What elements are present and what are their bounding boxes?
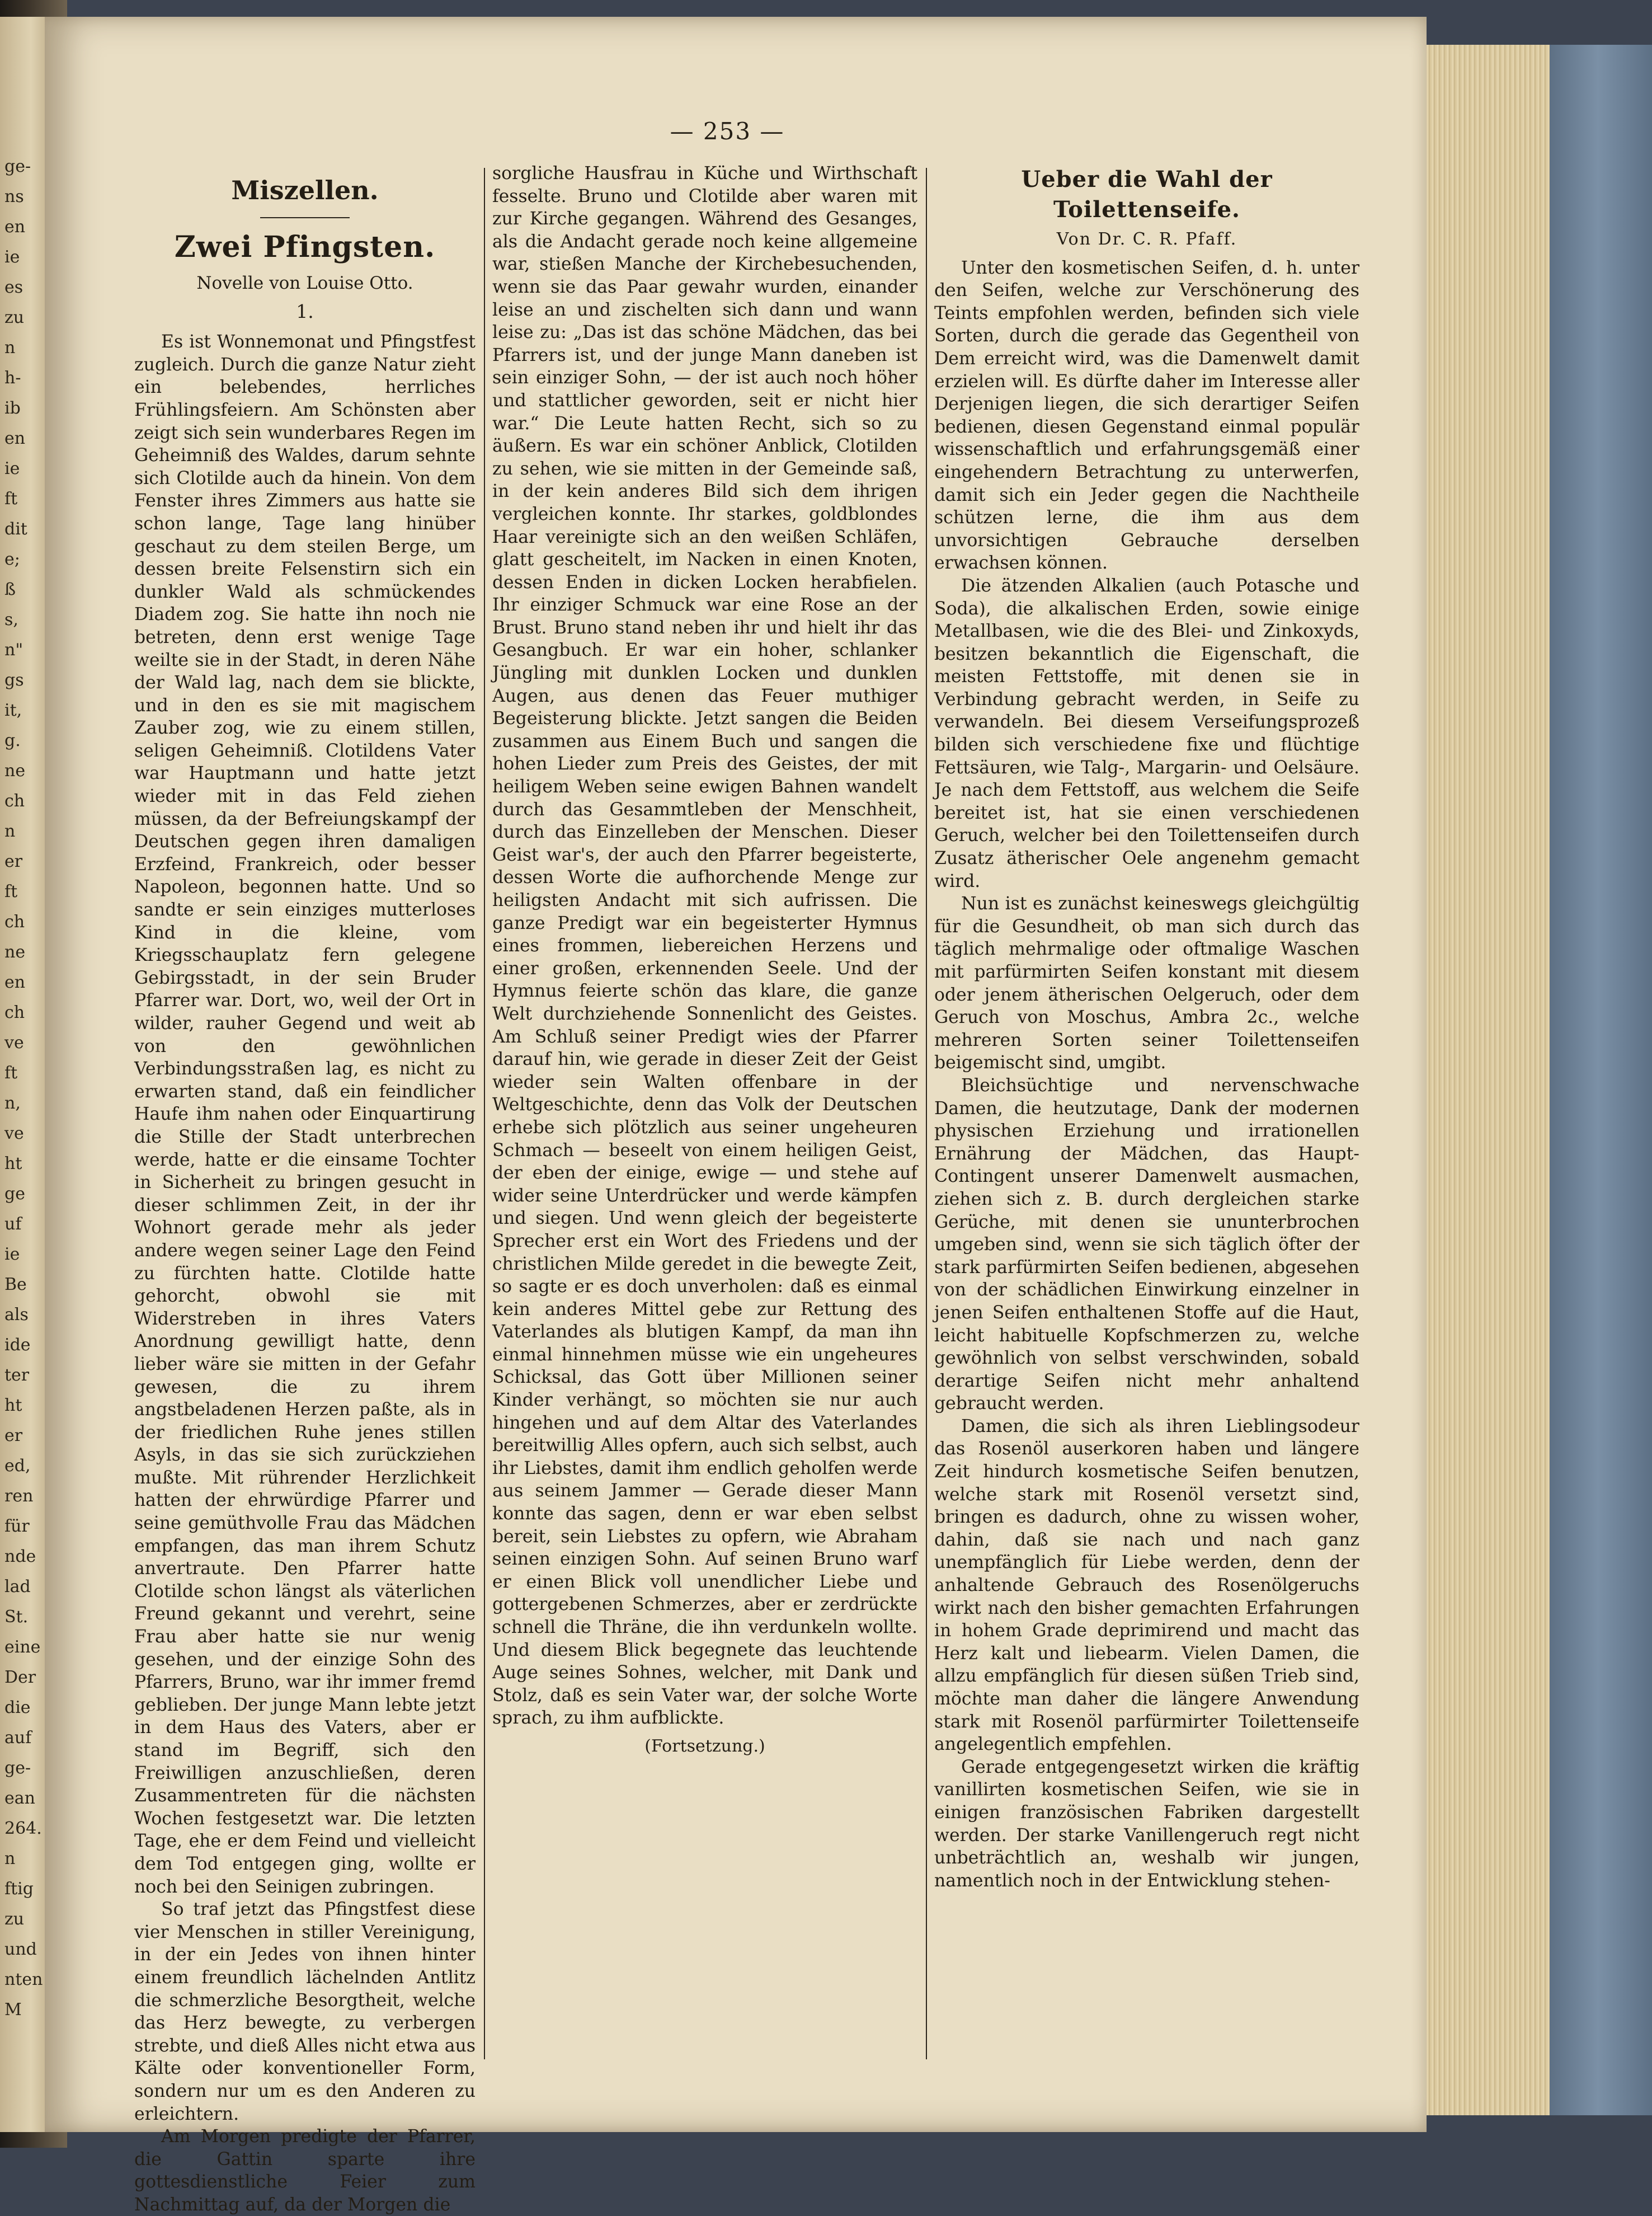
left-page-text-fragment: als: [4, 1305, 29, 1325]
column-divider: [484, 168, 485, 2059]
left-page-text-fragment: Be: [4, 1275, 27, 1294]
left-page-text-fragment: ie: [4, 1245, 20, 1264]
newspaper-page: [45, 17, 1427, 2215]
left-page-text-fragment: ter: [4, 1365, 30, 1385]
left-page-text-fragment: h-: [4, 368, 21, 388]
left-page-text-fragment: ean: [4, 1788, 35, 1808]
left-page-text-fragment: ge: [4, 1184, 25, 1204]
left-page-text-fragment: ch: [4, 912, 25, 932]
left-page-text-fragment: auf: [4, 1728, 32, 1748]
left-page-text-fragment: ide: [4, 1335, 31, 1355]
left-page-text-fragment: ch: [4, 1003, 25, 1022]
left-page-text-fragment: ns: [4, 187, 24, 206]
page-number: — 253 —: [670, 118, 785, 145]
left-page-text-fragment: ge-: [4, 1758, 31, 1778]
left-page-text-fragment: en: [4, 973, 26, 992]
chapter-number: 1.: [296, 300, 314, 322]
left-page-text-fragment: ht: [4, 1396, 22, 1415]
left-page-text-fragment: nten: [4, 1970, 43, 1989]
story-title: Zwei Pfingsten.: [174, 230, 436, 264]
left-page-text-fragment: ht: [4, 1154, 22, 1173]
paragraph: Am Morgen predigte der Pfarrer, die Gattin sparte ihre gottesdienstliche Feier zum Nachmittag auf, da der Morgen die: [134, 2126, 476, 2215]
left-page-text-fragment: ib: [4, 398, 21, 418]
left-page-text-fragment: ft: [4, 882, 18, 902]
left-page-text-fragment: ie: [4, 247, 20, 267]
column-1: [134, 162, 476, 2215]
left-page-text-fragment: zu: [4, 308, 25, 327]
paragraph: Damen, die sich als ihren Lieblingsodeur das Rosenöl auserkoren haben und längere Zeit hindurch kosmetische Seifen benutzen, welche stark mit Rosenöl versetzt sind, bringen es dadurch, ohne zu wissen woher, dahin, daß sie nach und nach ganz unempfänglich für Liebe werden, denn der anhaltende Gebrauch des Rosenölgeruchs wirkt nach den bisher gemachten Erfahrungen in hohem Grade deprimirend und macht das Herz kalt und liebearm. Vielen Damen, die allzu empfänglich für diesen süßen Trieb sind, möchte man daher die längere Anwendung stark mit Rosenöl parfürmirter Toilettenseife angelegentlich empfehlen.: [934, 1416, 1359, 1755]
left-page-text-fragment: dit: [4, 519, 27, 539]
left-page-text-fragment: g.: [4, 731, 21, 750]
heading-rule: [260, 217, 350, 218]
paragraph: Nun ist es zunächst keineswegs gleichgültig für die Gesundheit, ob man sich durch das täglich mehrmalige oder oftmalige Waschen mit parfürmirten Seifen konstant mit diesem oder jenem ätherischen Oelgeruch, oder dem Geruch von Moschus, Ambra 2c., welche mehreren Sorten seiner Toilettenseifen beigemischt sind, umgibt.: [934, 894, 1359, 1073]
page-edges: [1421, 45, 1550, 2115]
left-page-text-fragment: en: [4, 429, 26, 448]
article-author: Von Dr. C. R. Pfaff.: [1056, 229, 1237, 249]
left-page-text-fragment: Der: [4, 1668, 36, 1687]
left-page-text-fragment: nde: [4, 1547, 36, 1566]
paragraph: Es ist Wonnemonat und Pfingstfest zugleich. Durch die ganze Natur zieht ein belebendes, herrliches Frühlingsfeiern. Am Schönsten aber zeigt sich sein wunderbares Regen im Geheimniß des Waldes, darum sehnte sich Clotilde auch da hinein. Von dem Fenster ihres Zimmers aus hatte sie schon lange, Tage lang hinüber geschaut zu dem steilen Berge, um dessen breite Felsenstirn sich ein dunkler Wald als schmückendes Diadem zog. Sie hatte ihn noch nie betreten, denn erst wenige Tage weilte sie in der Stadt, in deren Nähe der Wald lag, nach dem sie blickte, und in den es sie mit magischem Zauber zog, wie zu einem stillen, seligen Geheimniß. Clotildens Vater war Hauptmann und hatte jetzt wieder mit in das Feld ziehen müssen, da der Befreiungskampf der Deutschen gegen ihren damaligen Erzfeind, Frankreich, oder besser Napoleon, begonnen hatte. Und so sandte er sein einziges mutterloses Kind in die kleine, vom Kriegsschauplatz fern gelegene Gebirgsstadt, in der sein Bruder Pfarrer war. Dort, wo, weil der Ort in wilder, rauher Gegend und weit ab von den gewöhnlichen Verbindungsstraßen lag, es nicht zu erwarten stand, daß ein feindlicher Haufe ihm nahen oder Einquartirung die Stille der Stadt unterbrechen werde, hatte er die einsame Tochter in Sicherheit zu bringen gesucht in dieser schlimmen Zeit, in der ihr Wohnort gerade mehr als jeder andere wegen seiner Lage den Feind zu fürchten hatte. Clotilde hatte gehorcht, obwohl sie mit Widerstreben in ihres Vaters Anordnung gewilligt hatte, denn lieber wäre sie mitten in der Gefahr gewesen, die zu ihrem angstbeladenen Herzen paßte, als in der friedlichen Ruhe jenes stillen Asyls, in das sie sich zurückziehen mußte. Mit rührender Herzlichkeit hatten der ehrwürdige Pfarrer und seine gemüthvolle Frau das Mädchen empfangen, das man ihrem Schutz anvertraute. Den Pfarrer hatte Clotilde schon längst als väterlichen Freund gekannt und verehrt, seine Frau aber hatte sie nur wenig gesehen, und der einzige Sohn des Pfarrers, Bruno, war ihr immer fremd geblieben. Der junge Mann lebte jetzt in dem Haus des Vaters, aber er stand im Begriff, sich den Freiwilligen anzuschließen, deren Zusammentreten für die nächsten Wochen festgesetzt war. Die letzten Tage, ehe er dem Feind und vielleicht dem Tod entgegen ging, wollte er noch bei den Seinigen zubringen.: [134, 332, 476, 1897]
left-page-text-fragment: ft: [4, 489, 18, 509]
continuation-note: (Fortsetzung.): [644, 1736, 765, 1756]
left-page-text-fragment: ch: [4, 791, 25, 811]
left-page-text-fragment: er: [4, 1426, 23, 1445]
left-page-text-fragment: ß: [4, 580, 16, 599]
left-page-text-fragment: lad: [4, 1577, 31, 1597]
left-page-text-fragment: ft: [4, 1063, 18, 1083]
column-divider: [926, 168, 927, 2059]
left-page-text-fragment: 264.: [4, 1819, 42, 1838]
paragraph: So traf jetzt das Pfingstfest diese vier Menschen in stiller Vereinigung, in der ein Jedes von ihnen hinter einem freundlich lächelnden Antlitz die schmerzliche Besorgtheit, welche das Herz bewegte, zu verbergen strebte, und dieß Alles nicht etwa aus Kälte oder konventioneller Form, sondern nur um es den Anderen zu erleichtern.: [134, 1899, 476, 2124]
left-page-text-fragment: M: [4, 2000, 22, 2020]
book-cover-edge: [1544, 45, 1652, 2115]
left-page-text-fragment: gs: [4, 670, 24, 690]
left-page-text-fragment: eine: [4, 1637, 41, 1657]
left-page-text-fragment: die: [4, 1698, 31, 1717]
left-page-text-fragment: e;: [4, 550, 20, 569]
left-page-text-fragment: en: [4, 217, 26, 237]
left-page-text-fragment: n: [4, 1849, 16, 1868]
paragraph: Unter den kosmetischen Seifen, d. h. unter den Seifen, welche zur Verschönerung des Teints empfohlen werden, befinden sich viele Sorten, durch die gerade das Gegentheil von Dem erreicht wird, was die Damenwelt damit erzielen will. Es dürfte daher im Interesse aller Derjenigen liegen, die sich derartiger Seifen bedienen, diesen Gegenstand einmal populär wissenschaftlich und erfahrungsgemäß einer eingehendern Betrachtung zu unterwerfen, damit sich ein Jeder gegen die Nachtheile schützen lerne, die ihm aus dem unvorsichtigen Gebrauche derselben erwachsen können.: [934, 257, 1359, 574]
left-page-text-fragment: St.: [4, 1607, 29, 1627]
left-page-text-fragment: für: [4, 1517, 30, 1536]
paragraph: sorgliche Hausfrau in Küche und Wirthschaft fesselte. Bruno und Clotilde aber waren mit zur Kirche gegangen. Während des Gesanges, als die Andacht gerade noch keine allgemeine war, stießen Manche der Kirchebesuchenden, wenn sie das Paar gewahr wurden, einander leise an und zischelten sich dann und wann leise zu: „Das ist das schöne Mädchen, das bei Pfarrers ist, und der junge Mann daneben ist sein einziger Sohn, — der ist auch noch höher und stattlicher geworden, seit er nicht hier war.“ Die Leute hatten Recht, sich so zu äußern. Es war ein schöner Anblick, Clotilden zu sehen, wie sie mitten in der Gemeinde saß, in der kein anderes Bild sich dem ihrigen vergleichen konnte. Ihr starkes, goldblondes Haar vereinigte sich an den weißen Schläfen, glatt gescheitelt, im Nacken in einen Knoten, dessen Enden in dicken Locken herabfielen. Ihr einziger Schmuck war eine Rose an der Brust. Bruno stand neben ihr und hielt ihr das Gesangbuch. Er war ein hoher, schlanker Jüngling mit dunklen Locken und dunklen Augen, aus denen das Feuer muthiger Begeisterung blickte. Jetzt sangen die Beiden zusammen aus Einem Buch und sangen die hohen Lieder zum Preis des Geistes, der mit heiligem Weben seine ewigen Bahnen wandelt durch das Gesammtleben der Menschheit, durch das Einzelleben der Menschen. Dieser Geist war's, der auch den Pfarrer begeisterte, dessen Worte die aufhorchende Menge zur heiligsten Andacht mit sich aufrissen. Die ganze Predigt war ein begeisterter Hymnus eines frommen, liebereichen Herzens und einer großen, erkennenden Seele. Und der Hymnus feierte schön das klare, die ganze Welt durchziehende Sonnenlicht des Geistes. Am Schluß seiner Predigt wies der Pfarrer darauf hin, wie gerade in dieser Zeit der Geist wieder sein Walten offenbare in der Weltgeschichte, denn das Volk der Deutschen erhebe sich plötzlich aus seiner ungeheuren Schmach — beseelt von einem heiligen Geist, der eben der einige, ewige — und stehe auf wider seine Unterdrücker und werde kämpfen und siegen. Und wenn gleich der begeisterte Sprecher erst ein Wort des Friedens und der christlichen Milde geredet in die bewegte Zeit, so sagte er es doch unverholen: daß es einmal kein anderes Mittel gebe zur Rettung des Vaterlandes als blutigen Kampf, da man ihn einmal hinnehmen müsse wie ein ungeheures Schicksal, das Gott über Millionen seiner Kinder verhängt, so möchten sie nur auch hingehen und auf dem Altar des Vaterlandes bereitwillig Alles opfern, auch sich selbst, auch ihr Liebstes, damit ihm endlich geholfen werde aus seinem Jammer — Gerade dieser Mann konnte das sagen, denn er war eben selbst bereit, sein Liebstes zu opfern, wie Abraham seinen einzigen Sohn. Auf seinen Bruno warf er einen Blick voll unendlicher Liebe und gottergebenen Schmerzes, aber er zerdrückte schnell die Thräne, die ihn verdunkeln wollte. Und diesem Blick begegnete das leuchtende Auge seines Sohnes, welcher, mit Dank und Stolz, daß es sein Vater war, der solche Worte sprach, zu ihm aufblickte.: [492, 163, 917, 1729]
left-page-text-fragment: ve: [4, 1124, 24, 1143]
left-page-text-fragment: ne: [4, 761, 26, 781]
left-page-text-fragment: n,: [4, 1093, 21, 1113]
section-heading: Miszellen.: [231, 175, 379, 205]
paragraph: Gerade entgegengesetzt wirken die kräftig vanillirten kosmetischen Seifen, wie sie in einigen französischen Fabriken dargestellt werden. Der starke Vanillengeruch regt nicht unbeträchtlich an, weshalb wir jungen, namentlich noch in der Entwicklung stehen-: [934, 1757, 1359, 1891]
left-page-text-fragment: ve: [4, 1033, 24, 1053]
left-page-text-fragment: n: [4, 821, 16, 841]
paragraph: Die ätzenden Alkalien (auch Potasche und Soda), die alkalischen Erden, sowie einige Metallbasen, wie die des Blei- und Zinkoxyds, besitzen bekanntlich die Eigenschaft, die meisten Fettstoffe, mit denen sie in Verbindung gebracht werden, in Seife zu verwandeln. Bei diesem Verseifungsprozeß bilden sich verschiedene fixe und flüchtige Fettsäuren, wie Talg-, Margarin- und Oelsäure. Je nach dem Fettstoff, aus welchem die Seife bereitet ist, hat sie einen verschiedenen Geruch, welcher bei den Toilettenseifen durch Zusatz ätherischer Oele angenehm gemacht wird.: [934, 575, 1359, 891]
left-page-text-fragment: ed,: [4, 1456, 31, 1476]
column-3: [934, 162, 1359, 2076]
left-page-text-fragment: s,: [4, 610, 18, 630]
left-page-fragment: [0, 17, 51, 2132]
left-page-text-fragment: ftig: [4, 1879, 34, 1899]
left-page-text-fragment: ge-: [4, 157, 31, 176]
left-page-text-fragment: er: [4, 852, 23, 871]
left-page-text-fragment: n: [4, 338, 16, 358]
left-page-text-fragment: it,: [4, 701, 22, 720]
left-page-text-fragment: ie: [4, 459, 20, 478]
left-page-text-fragment: ren: [4, 1486, 34, 1506]
paragraph: Bleichsüchtige und nervenschwache Damen, die heutzutage, Dank der modernen physischen Erziehung und irrationellen Ernährung der Mädchen, das Haupt-Contingent unserer Damenwelt ausmachen, ziehen sich z. B. durch dergleichen starke Gerüche, mit denen sie ununterbrochen umgeben sind, wenn sie sich täglich öfter der stark parfürmirten Seifen bedienen, abgesehen von der schädlichen Einwirkung einzelner in jenen Seifen enthaltenen Stoffe auf die Haut, leicht habituelle Kopfschmerzen zu, welche gewöhnlich von selbst verschwinden, sobald derartige Seifen nicht mehr anhaltend gebraucht werden.: [934, 1075, 1359, 1414]
story-subtitle: Novelle von Louise Otto.: [196, 273, 413, 293]
left-page-text-fragment: und: [4, 1940, 37, 1959]
left-page-text-fragment: zu: [4, 1909, 25, 1929]
left-page-text-fragment: ne: [4, 942, 26, 962]
left-page-text-fragment: uf: [4, 1214, 22, 1234]
article-title: Ueber die Wahl der Toilettenseife.: [1021, 166, 1273, 223]
left-page-text-fragment: es: [4, 278, 23, 297]
left-page-text-fragment: n": [4, 640, 23, 660]
column-2: [492, 162, 917, 2076]
